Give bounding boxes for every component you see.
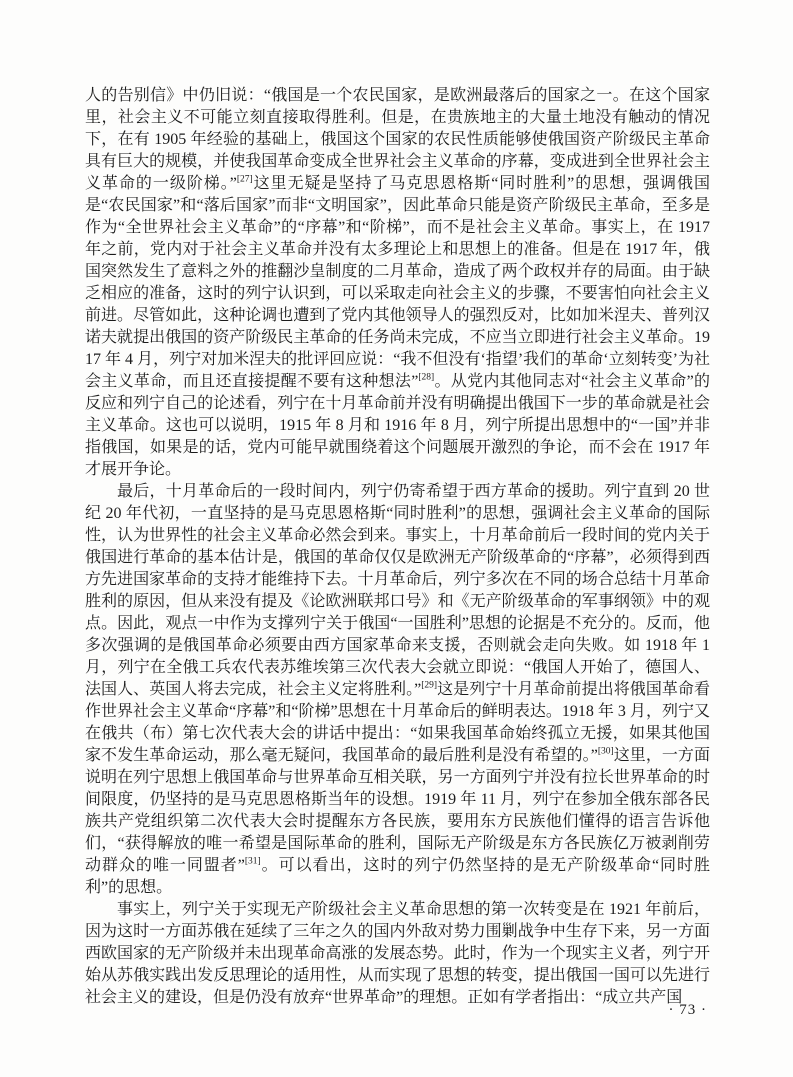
footnote-ref: [27] (236, 174, 253, 185)
text-segment: 最后，十月革命后的一段时间内，列宁仍寄希望于西方革命的援助。列宁直到 20 世纪 20 年代初，一直坚持的是马克思恩格斯“同时胜利”的思想，强调社会主义革命的国际性，认为世界性的社会主义革命必然会到来。事实上，十月革命前后一段时间的党内关于俄国进行革命的基本估计是，俄国的革命仅仅是欧洲无产阶级革命的“序幕”，必须得到西方先进国家革命的支持才能维持下去。十月革命后，列宁多次在不同的场合总结十月革命胜利的原因，但从来没有提及《论欧洲联邦口号》和《无产阶级革命的军事纲领》中的观点。因此，观点一中作为支撑列宁关于俄国“一国胜利”思想的论据是不充分的。反而，他多次强调的是俄国革命必须要由西方国家革命来支援，否则就会走向失败。如 1918 年 1 月，列宁在全俄工兵农代表苏维埃第三次代表大会就立即说：“俄国人开始了，德国人、法国人、英国人将去完成，社会主义定将胜利。” (85, 483, 710, 698)
text-segment: 事实上，列宁关于实现无产阶级社会主义革命思想的第一次转变是在 1921 年前后，因为这时一方面苏俄在延续了三年之久的国内外敌对势力围剿战争中生存下来，另一方面西欧国家的无产阶级并未出现革命高涨的发展态势。此时，作为一个现实主义者，列宁开始从苏俄实践出发反思理论的适用性，从而实现了思想的转变，提出俄国一国可以先进行社会主义的建设，但是仍没有放弃“世界革命”的理想。正如有学者指出：“成立共产国 (85, 901, 710, 1006)
paragraph (85, 899, 710, 1009)
footnote-ref: [29] (421, 680, 438, 691)
paragraph (85, 85, 710, 481)
text-segment: 这是列宁十月革命前提出将俄国革命看作世界社会主义革命“序幕”和“阶梯”思想在十月革命后的鲜明表达。1918 年 3 月，列宁又在俄共（布）第七次代表大会的讲话中提出：“如果我国革命始终孤立无援，如果其他国家不发生革命运动，那么毫无疑问，我国革命的最后胜利是没有希望的。” (85, 681, 710, 764)
text-segment: 这里无疑是坚持了马克思恩格斯“同时胜利”的思想，强调俄国是“农民国家”和“落后国家”而非“文明国家”，因此革命只能是资产阶级民主革命，至多是作为“全世界社会主义革命”的“序幕”和“阶梯”，而不是社会主义革命。事实上，在 1917 年之前，党内对于社会主义革命并没有太多理论上和思想上的准备。但是在 1917 年，俄国突然发生了意料之外的推翻沙皇制度的二月革命，造成了两个政权并存的局面。由于缺乏相应的准备，这时的列宁认识到，可以采取走向社会主义的步骤，不要害怕向社会主义前进。尽管如此，这种论调也遭到了党内其他领导人的强烈反对，比如加米涅夫、普列汉诺夫就提出俄国的资产阶级民主革命的任务尚未完成，不应当立即进行社会主义革命。1917 年 4 月，列宁对加米涅夫的批评回应说：“我不但没有‘指望’我们的革命‘立刻转变’为社会主义革命，而且还直接提醒不要有这种想法” (85, 175, 710, 390)
text-segment: 。可以看出，这时的列宁仍然坚持的是无产阶级革命“同时胜利”的思想。 (85, 857, 710, 896)
paragraph (85, 481, 710, 899)
footnote-ref: [31] (244, 856, 261, 867)
page-number: · 73 · (668, 1002, 707, 1018)
text-segment: 。从党内其他同志对“社会主义革命”的反应和列宁自己的论述看，列宁在十月革命前并没有明确提出俄国下一步的革命就是社会主义革命。这也可以说明，1915 年 8 月和 1916 年 8 月，列宁所提出思想中的“一国”并非指俄国，如果是的话，党内可能早就围绕着这个问题展开激烈的争论，而不会在 1917 年才展开争论。 (85, 373, 710, 478)
footnote-ref: [28] (418, 372, 435, 383)
footnote-ref: [30] (597, 746, 614, 757)
text-segment: 这里，一方面说明在列宁思想上俄国革命与世界革命互相关联，另一方面列宁并没有拉长世界革命的时间限度，仍坚持的是马克思恩格斯当年的设想。1919 年 11 月，列宁在参加全俄东部各民族共产党组织第二次代表大会时提醒东方各民族，要用东方民族他们懂得的语言告诉他们，“获得解放的唯一希望是国际革命的胜利，国际无产阶级是东方各民族亿万被剥削劳动群众的唯一同盟者” (85, 747, 710, 874)
text-segment: 人的告别信》中仍旧说：“俄国是一个农民国家，是欧洲最落后的国家之一。在这个国家里，社会主义不可能立刻直接取得胜利。但是，在贵族地主的大量土地没有触动的情况下，在有 1905 年经验的基础上，俄国这个国家的农民性质能够使俄国资产阶级民主革命具有巨大的规模，并使我国革命变成全世界社会主义革命的序幕，变成进到全世界社会主义革命的一级阶梯。” (85, 87, 710, 192)
page-text-body (85, 85, 710, 1009)
